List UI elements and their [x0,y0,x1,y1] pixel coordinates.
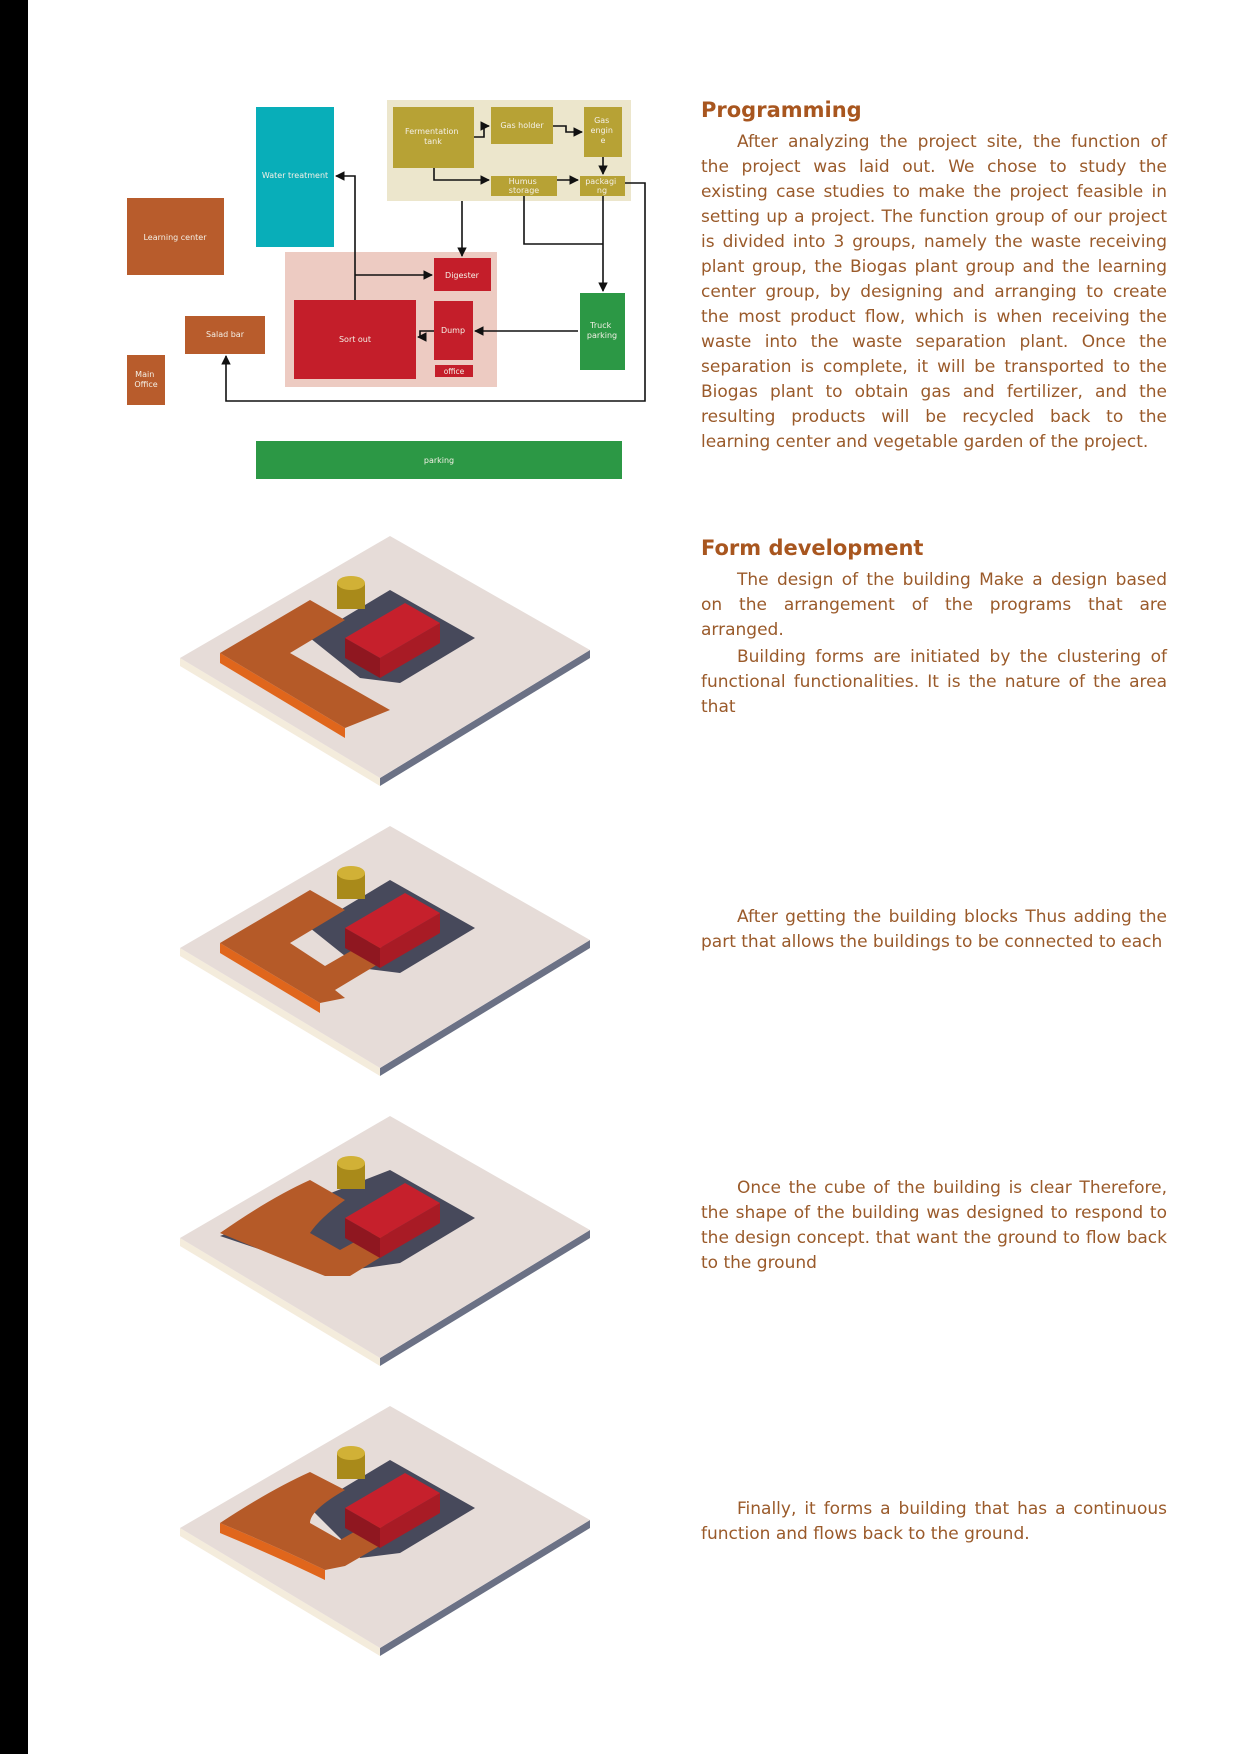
form-step3-section [701,1176,1167,1276]
digester-label: Digester [445,271,479,280]
form-development-section [701,534,1167,720]
main-office-label: Main Office [134,370,158,389]
form-step2-section [701,905,1167,955]
form-model-step4 [160,1398,600,1658]
form-step3-paragraph: Once the cube of the building is clear Therefore, the shape of the building was designed to respond to the design concept. that want the ground to flow back to the ground [701,1178,1167,1273]
parking-label: parking [423,456,455,465]
dump-label: Dump [440,326,466,335]
gas-engine-label: Gas engin e [590,116,613,145]
form-model-step2 [160,818,600,1078]
model-cylinder-top [337,1156,365,1170]
programming-paragraph: After analyzing the project site, the function of the project was laid out. We chose to study the existing case studies to make the project feasible in setting up a project. The function group of our project is divided into 3 groups, namely the waste receiving plant group, the Biogas plant group and the learning center group, by designing and arranging to create the most product flow, which is when receiving the waste into the waste separation plant. Once the separation is complete, it will be transported to the Biogas plant to obtain gas and fertilizer, and the resulting products will be recycled back to the learning center and vegetable garden of the project. [701,132,1167,452]
form-development-heading: Form development [701,536,924,560]
programming-diagram [0,0,660,490]
programming-heading: Programming [701,98,862,122]
fermentation-tank-label: Fermentation tank [405,127,459,146]
packaging-label: packagi ng [585,177,617,195]
learning-center-label: Learning center [143,233,207,242]
form-step4-section [701,1497,1167,1547]
form-step1-paragraph-1: The design of the building Make a design based on the arrangement of the programs that are arranged. [701,570,1167,640]
humus-storage-label: Humus storage [508,177,540,195]
model-cylinder-top [337,1446,365,1460]
sort-out-label: Sort out [338,335,372,344]
water-treatment-label: Water treatment [261,171,329,180]
form-model-step3 [160,1108,600,1368]
model-cylinder-top [337,576,365,590]
form-step1-paragraph-2: Building forms are initiated by the clustering of functional functionalities. It is the nature of the area that [701,647,1167,717]
programming-section [701,96,1167,455]
form-step2-paragraph: After getting the building blocks Thus adding the part that allows the buildings to be connected to each [701,907,1167,952]
form-step4-paragraph: Finally, it forms a building that has a continuous function and flows back to the ground. [701,1499,1167,1544]
truck-parking-label: Truck parking [586,321,618,340]
form-model-step1 [160,528,600,788]
model-cylinder-top [337,866,365,880]
office-label: office [443,367,465,376]
salad-bar-label: Salad bar [206,330,244,339]
gas-holder-label: Gas holder [500,121,544,130]
